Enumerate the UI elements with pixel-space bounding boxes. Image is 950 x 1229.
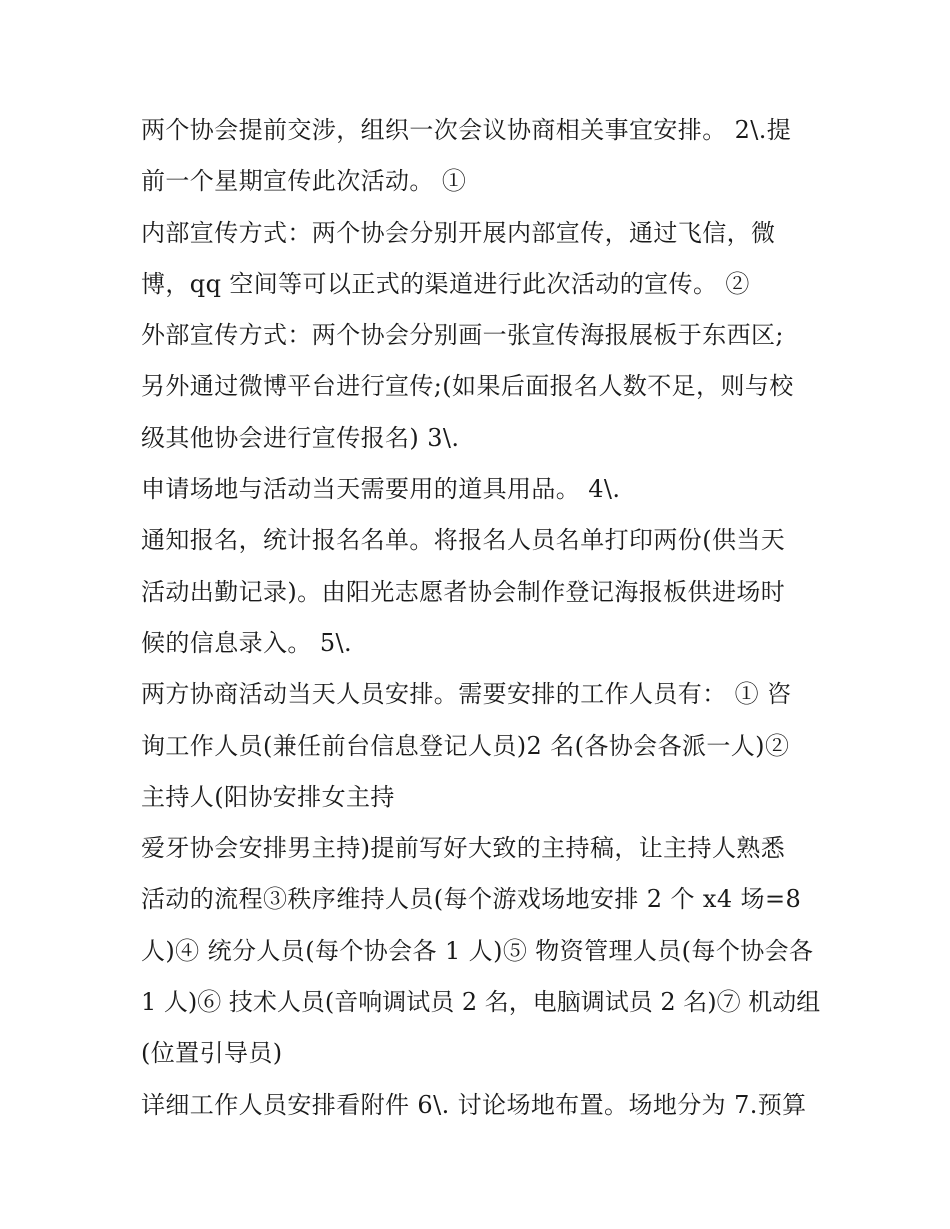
text-line: 爱牙协会安排男主持)提前写好大致的主持稿，让主持人熟悉	[141, 834, 786, 863]
text-line: 博，qq 空间等可以正式的渠道进行此次活动的宣传。 ②	[141, 269, 750, 298]
text-line: 主持人(阳协安排女主持	[141, 782, 395, 811]
text-line: 两方协商活动当天人员安排。需要安排的工作人员有： ① 咨	[141, 680, 792, 709]
text-line: 两个协会提前交涉，组织一次会议协商相关事宜安排。 2\.提	[141, 116, 792, 144]
text-line: 活动出勤记录)。由阳光志愿者协会制作登记海报板供进场时	[141, 577, 786, 606]
text-line: 通知报名，统计报名名单。将报名人员名单打印两份(供当天	[141, 526, 786, 555]
text-line: 外部宣传方式：两个协会分别画一张宣传海报展板于东西区;	[141, 321, 784, 350]
text-line: 另外通过微博平台进行宣传;(如果后面报名人数不足，则与校	[141, 372, 794, 401]
text-line: 活动的流程③秩序维持人员(每个游戏场地安排 2 个 x4 场=8	[141, 885, 802, 914]
text-line: 级其他协会进行宣传报名) 3\.	[141, 423, 460, 452]
text-line: 候的信息录入。 5\.	[141, 628, 353, 657]
text-line: 1 人)⑥ 技术人员(音响调试员 2 名，电脑调试员 2 名)⑦ 机动组	[141, 988, 821, 1017]
text-line: (位置引导员)	[141, 1039, 283, 1068]
text-line: 详细工作人员安排看附件 6\. 讨论场地布置。场地分为 7.预算	[141, 1090, 807, 1119]
text-line: 前一个星期宣传此次活动。 ①	[141, 167, 467, 196]
text-line: 申请场地与活动当天需要用的道具用品。 4\.	[141, 475, 621, 504]
text-line: 内部宣传方式：两个协会分别开展内部宣传，通过飞信，微	[141, 218, 776, 247]
document-body	[141, 105, 821, 1131]
text-line: 询工作人员(兼任前台信息登记人员)2 名(各协会各派一人)②	[141, 731, 790, 760]
text-line: 人)④ 统分人员(每个协会各 1 人)⑤ 物资管理人员(每个协会各	[141, 936, 814, 965]
